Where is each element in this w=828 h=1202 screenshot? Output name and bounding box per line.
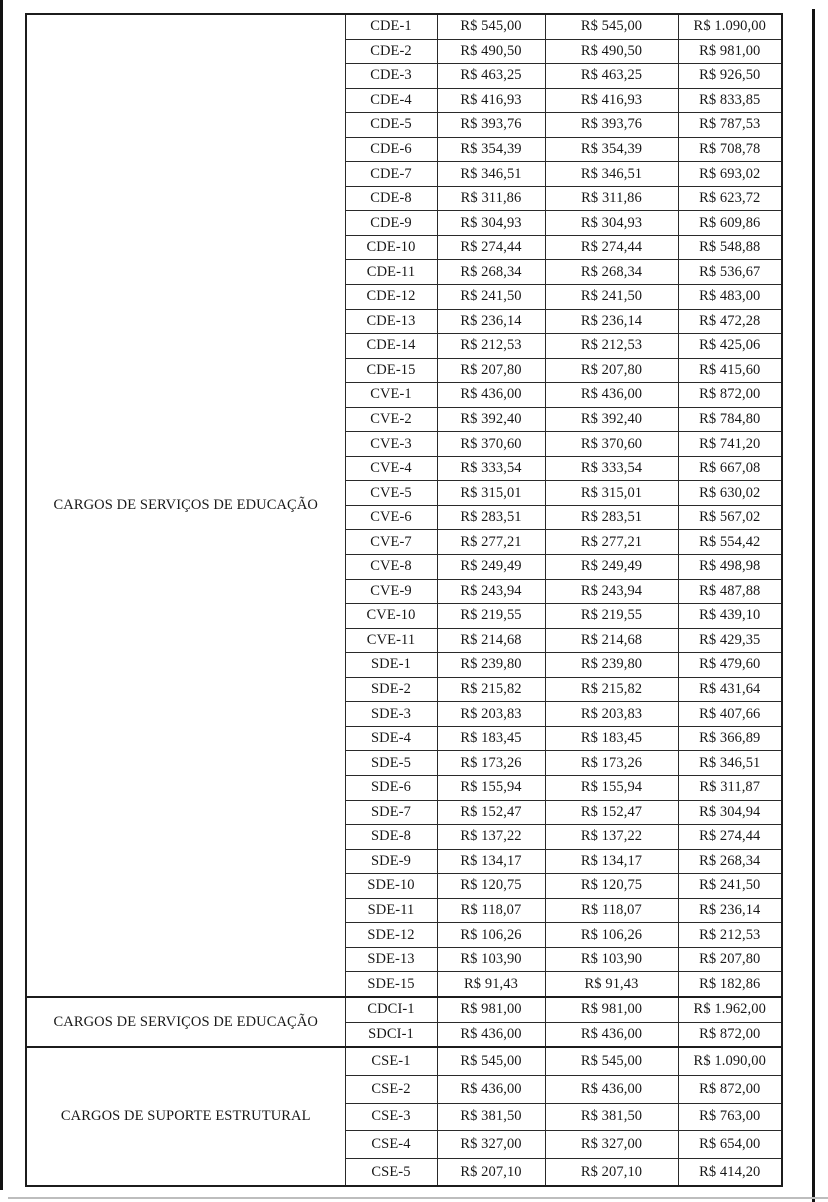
code-cell: SDE-9 (345, 849, 437, 874)
value-cell: R$ 654,00 (678, 1131, 782, 1159)
code-cell: SDE-3 (345, 702, 437, 727)
code-cell: CDE-3 (345, 64, 437, 89)
value-cell: R$ 155,94 (545, 775, 678, 800)
value-cell: R$ 545,00 (437, 14, 545, 39)
table-row (26, 14, 782, 39)
value-cell: R$ 833,85 (678, 88, 782, 113)
value-cell: R$ 472,28 (678, 309, 782, 334)
code-cell: SDE-1 (345, 653, 437, 678)
value-cell: R$ 1.962,00 (678, 997, 782, 1022)
value-cell: R$ 381,50 (437, 1103, 545, 1131)
value-cell: R$ 103,90 (437, 947, 545, 972)
value-cell: R$ 429,35 (678, 628, 782, 653)
value-cell: R$ 545,00 (545, 1047, 678, 1075)
code-cell: CVE-9 (345, 579, 437, 604)
code-cell: SDE-10 (345, 874, 437, 899)
value-cell: R$ 346,51 (545, 162, 678, 187)
value-cell: R$ 239,80 (545, 653, 678, 678)
code-cell: CDE-1 (345, 14, 437, 39)
code-cell: SDE-15 (345, 972, 437, 997)
code-cell: SDE-8 (345, 825, 437, 850)
value-cell: R$ 120,75 (437, 874, 545, 899)
value-cell: R$ 545,00 (545, 14, 678, 39)
value-cell: R$ 414,20 (678, 1158, 782, 1186)
value-cell: R$ 106,26 (437, 923, 545, 948)
value-cell: R$ 981,00 (437, 997, 545, 1022)
value-cell: R$ 623,72 (678, 186, 782, 211)
value-cell: R$ 183,45 (437, 726, 545, 751)
value-cell: R$ 106,26 (545, 923, 678, 948)
value-cell: R$ 436,00 (545, 1076, 678, 1104)
code-cell: SDE-6 (345, 775, 437, 800)
code-cell: CDCI-1 (345, 997, 437, 1022)
code-cell: SDE-2 (345, 677, 437, 702)
value-cell: R$ 268,34 (437, 260, 545, 285)
value-cell: R$ 487,88 (678, 579, 782, 604)
value-cell: R$ 407,66 (678, 702, 782, 727)
value-cell: R$ 479,60 (678, 653, 782, 678)
value-cell: R$ 215,82 (437, 677, 545, 702)
value-cell: R$ 370,60 (545, 432, 678, 457)
value-cell: R$ 249,49 (545, 555, 678, 580)
value-cell: R$ 214,68 (437, 628, 545, 653)
value-cell: R$ 277,21 (437, 530, 545, 555)
value-cell: R$ 103,90 (545, 947, 678, 972)
value-cell: R$ 304,93 (437, 211, 545, 236)
value-cell: R$ 463,25 (437, 64, 545, 89)
code-cell: SDE-5 (345, 751, 437, 776)
code-cell: CDE-12 (345, 285, 437, 310)
value-cell: R$ 490,50 (545, 39, 678, 64)
value-cell: R$ 241,50 (437, 285, 545, 310)
value-cell: R$ 436,00 (437, 1022, 545, 1047)
group-label-cell: CARGOS DE SERVIÇOS DE EDUCAÇÃO (26, 14, 345, 997)
value-cell: R$ 392,40 (545, 407, 678, 432)
code-cell: CDE-6 (345, 137, 437, 162)
value-cell: R$ 268,34 (545, 260, 678, 285)
value-cell: R$ 203,83 (437, 702, 545, 727)
value-cell: R$ 274,44 (437, 235, 545, 260)
code-cell: CDE-10 (345, 235, 437, 260)
code-cell: CDE-11 (345, 260, 437, 285)
value-cell: R$ 436,00 (437, 383, 545, 408)
value-cell: R$ 311,86 (437, 186, 545, 211)
value-cell: R$ 219,55 (437, 604, 545, 629)
value-cell: R$ 207,80 (437, 358, 545, 383)
salary-table (25, 13, 783, 1187)
value-cell: R$ 118,07 (437, 898, 545, 923)
page-edge-line-right (812, 9, 815, 1202)
code-cell: CVE-1 (345, 383, 437, 408)
value-cell: R$ 207,10 (545, 1158, 678, 1186)
value-cell: R$ 173,26 (545, 751, 678, 776)
code-cell: CDE-8 (345, 186, 437, 211)
value-cell: R$ 416,93 (545, 88, 678, 113)
value-cell: R$ 214,68 (545, 628, 678, 653)
value-cell: R$ 370,60 (437, 432, 545, 457)
value-cell: R$ 118,07 (545, 898, 678, 923)
value-cell: R$ 243,94 (437, 579, 545, 604)
value-cell: R$ 327,00 (545, 1131, 678, 1159)
value-cell: R$ 207,80 (545, 358, 678, 383)
value-cell: R$ 91,43 (437, 972, 545, 997)
value-cell: R$ 212,53 (437, 334, 545, 359)
value-cell: R$ 219,55 (545, 604, 678, 629)
code-cell: CVE-11 (345, 628, 437, 653)
page-edge-line-bottom (8, 1197, 828, 1199)
code-cell: CSE-2 (345, 1076, 437, 1104)
value-cell: R$ 1.090,00 (678, 1047, 782, 1075)
code-cell: SDE-7 (345, 800, 437, 825)
value-cell: R$ 431,64 (678, 677, 782, 702)
value-cell: R$ 173,26 (437, 751, 545, 776)
value-cell: R$ 91,43 (545, 972, 678, 997)
code-cell: CVE-4 (345, 456, 437, 481)
group-label-cell: CARGOS DE SUPORTE ESTRUTURAL (26, 1047, 345, 1186)
group-label-cell: CARGOS DE SERVIÇOS DE EDUCAÇÃO (26, 997, 345, 1048)
code-cell: CDE-7 (345, 162, 437, 187)
value-cell: R$ 545,00 (437, 1047, 545, 1075)
page-edge-line-left (0, 0, 3, 1190)
value-cell: R$ 872,00 (678, 1076, 782, 1104)
value-cell: R$ 346,51 (437, 162, 545, 187)
value-cell: R$ 667,08 (678, 456, 782, 481)
value-cell: R$ 381,50 (545, 1103, 678, 1131)
code-cell: CDE-5 (345, 113, 437, 138)
value-cell: R$ 215,82 (545, 677, 678, 702)
code-cell: SDE-12 (345, 923, 437, 948)
value-cell: R$ 243,94 (545, 579, 678, 604)
value-cell: R$ 241,50 (545, 285, 678, 310)
code-cell: CSE-1 (345, 1047, 437, 1075)
value-cell: R$ 333,54 (545, 456, 678, 481)
value-cell: R$ 393,76 (437, 113, 545, 138)
value-cell: R$ 366,89 (678, 726, 782, 751)
value-cell: R$ 212,53 (678, 923, 782, 948)
value-cell: R$ 787,53 (678, 113, 782, 138)
code-cell: CSE-4 (345, 1131, 437, 1159)
value-cell: R$ 436,00 (437, 1076, 545, 1104)
value-cell: R$ 436,00 (545, 383, 678, 408)
value-cell: R$ 554,42 (678, 530, 782, 555)
value-cell: R$ 630,02 (678, 481, 782, 506)
value-cell: R$ 872,00 (678, 383, 782, 408)
salary-table-body (26, 14, 782, 1186)
code-cell: CVE-7 (345, 530, 437, 555)
value-cell: R$ 708,78 (678, 137, 782, 162)
value-cell: R$ 393,76 (545, 113, 678, 138)
value-cell: R$ 182,86 (678, 972, 782, 997)
value-cell: R$ 274,44 (545, 235, 678, 260)
code-cell: SDE-13 (345, 947, 437, 972)
value-cell: R$ 1.090,00 (678, 14, 782, 39)
value-cell: R$ 120,75 (545, 874, 678, 899)
value-cell: R$ 236,14 (678, 898, 782, 923)
value-cell: R$ 304,93 (545, 211, 678, 236)
code-cell: CVE-8 (345, 555, 437, 580)
code-cell: CDE-2 (345, 39, 437, 64)
value-cell: R$ 463,25 (545, 64, 678, 89)
value-cell: R$ 155,94 (437, 775, 545, 800)
value-cell: R$ 236,14 (545, 309, 678, 334)
value-cell: R$ 609,86 (678, 211, 782, 236)
value-cell: R$ 567,02 (678, 505, 782, 530)
value-cell: R$ 268,34 (678, 849, 782, 874)
code-cell: SDCI-1 (345, 1022, 437, 1047)
value-cell: R$ 239,80 (437, 653, 545, 678)
value-cell: R$ 498,98 (678, 555, 782, 580)
value-cell: R$ 183,45 (545, 726, 678, 751)
code-cell: CVE-3 (345, 432, 437, 457)
value-cell: R$ 212,53 (545, 334, 678, 359)
value-cell: R$ 207,10 (437, 1158, 545, 1186)
value-cell: R$ 283,51 (437, 505, 545, 530)
table-row (26, 1047, 782, 1075)
value-cell: R$ 137,22 (437, 825, 545, 850)
code-cell: CSE-3 (345, 1103, 437, 1131)
code-cell: CDE-4 (345, 88, 437, 113)
code-cell: CVE-2 (345, 407, 437, 432)
value-cell: R$ 236,14 (437, 309, 545, 334)
value-cell: R$ 311,86 (545, 186, 678, 211)
value-cell: R$ 425,06 (678, 334, 782, 359)
code-cell: CVE-5 (345, 481, 437, 506)
value-cell: R$ 548,88 (678, 235, 782, 260)
value-cell: R$ 490,50 (437, 39, 545, 64)
value-cell: R$ 784,80 (678, 407, 782, 432)
value-cell: R$ 333,54 (437, 456, 545, 481)
value-cell: R$ 134,17 (545, 849, 678, 874)
code-cell: CDE-13 (345, 309, 437, 334)
value-cell: R$ 439,10 (678, 604, 782, 629)
value-cell: R$ 315,01 (437, 481, 545, 506)
table-row (26, 997, 782, 1022)
code-cell: CDE-15 (345, 358, 437, 383)
value-cell: R$ 274,44 (678, 825, 782, 850)
value-cell: R$ 436,00 (545, 1022, 678, 1047)
value-cell: R$ 346,51 (678, 751, 782, 776)
value-cell: R$ 207,80 (678, 947, 782, 972)
value-cell: R$ 981,00 (545, 997, 678, 1022)
value-cell: R$ 134,17 (437, 849, 545, 874)
code-cell: SDE-4 (345, 726, 437, 751)
code-cell: CDE-14 (345, 334, 437, 359)
code-cell: CVE-6 (345, 505, 437, 530)
value-cell: R$ 152,47 (437, 800, 545, 825)
value-cell: R$ 283,51 (545, 505, 678, 530)
code-cell: SDE-11 (345, 898, 437, 923)
value-cell: R$ 416,93 (437, 88, 545, 113)
value-cell: R$ 137,22 (545, 825, 678, 850)
value-cell: R$ 315,01 (545, 481, 678, 506)
value-cell: R$ 152,47 (545, 800, 678, 825)
code-cell: CVE-10 (345, 604, 437, 629)
value-cell: R$ 415,60 (678, 358, 782, 383)
value-cell: R$ 354,39 (545, 137, 678, 162)
value-cell: R$ 536,67 (678, 260, 782, 285)
value-cell: R$ 304,94 (678, 800, 782, 825)
value-cell: R$ 311,87 (678, 775, 782, 800)
value-cell: R$ 327,00 (437, 1131, 545, 1159)
value-cell: R$ 926,50 (678, 64, 782, 89)
value-cell: R$ 483,00 (678, 285, 782, 310)
value-cell: R$ 981,00 (678, 39, 782, 64)
value-cell: R$ 763,00 (678, 1103, 782, 1131)
value-cell: R$ 277,21 (545, 530, 678, 555)
value-cell: R$ 693,02 (678, 162, 782, 187)
value-cell: R$ 392,40 (437, 407, 545, 432)
value-cell: R$ 203,83 (545, 702, 678, 727)
value-cell: R$ 241,50 (678, 874, 782, 899)
value-cell: R$ 249,49 (437, 555, 545, 580)
code-cell: CDE-9 (345, 211, 437, 236)
code-cell: CSE-5 (345, 1158, 437, 1186)
value-cell: R$ 872,00 (678, 1022, 782, 1047)
value-cell: R$ 354,39 (437, 137, 545, 162)
value-cell: R$ 741,20 (678, 432, 782, 457)
